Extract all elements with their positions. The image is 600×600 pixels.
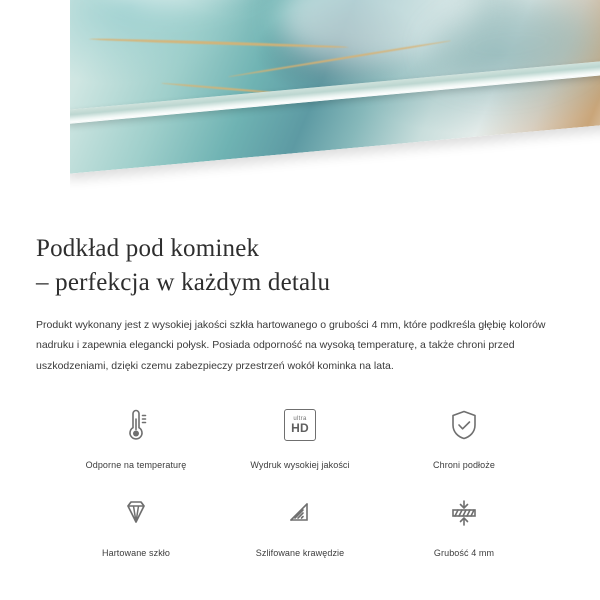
feature-label: Odporne na temperaturę — [85, 460, 187, 471]
ultra-hd-icon — [277, 402, 323, 448]
image-left-margin — [0, 0, 70, 218]
feature-item-thickness — [382, 490, 546, 558]
feature-item-temperature — [54, 402, 218, 470]
feature-label: Chroni podłoże — [433, 460, 495, 471]
thickness-icon — [441, 490, 487, 536]
polished-edge-icon — [277, 490, 323, 536]
glass-panel-illustration — [0, 0, 600, 218]
feature-item-surface-protection — [382, 402, 546, 470]
thermometer-icon — [113, 402, 159, 448]
hd-text: HD — [291, 421, 309, 436]
feature-grid — [36, 402, 564, 558]
feature-label: Szlifowane krawędzie — [255, 548, 345, 559]
feature-item-tempered-glass — [54, 490, 218, 558]
feature-label: Wydruk wysokiej jakości — [250, 460, 350, 471]
description-content — [0, 218, 600, 558]
feature-label: Hartowane szkło — [101, 548, 171, 559]
feature-item-print-quality — [218, 402, 382, 470]
hero-product-image — [0, 0, 600, 218]
diamond-icon — [113, 490, 159, 536]
description-paragraph: Produkt wykonany jest z wysokiej jakości szkła hartowanego o grubości 4 mm, które podkreśla głębię kolorów nadruku i zapewnia elegancki połysk. Posiada odporność na wysoką temperaturę, a także chroni przed uszkodzeniami, dzięki czemu zabezpieczy przestrzeń wokół kominka na lata. — [36, 319, 546, 372]
page-title — [36, 232, 564, 299]
headline-line-1: Podkład pod kominek — [36, 235, 260, 262]
headline-line-2: – perfekcja w każdym detalu — [36, 268, 331, 296]
feature-item-polished-edges — [218, 490, 382, 558]
ultra-text: ultra — [293, 416, 307, 423]
feature-label: Grubość 4 mm — [433, 548, 495, 559]
shield-check-icon — [441, 402, 487, 448]
